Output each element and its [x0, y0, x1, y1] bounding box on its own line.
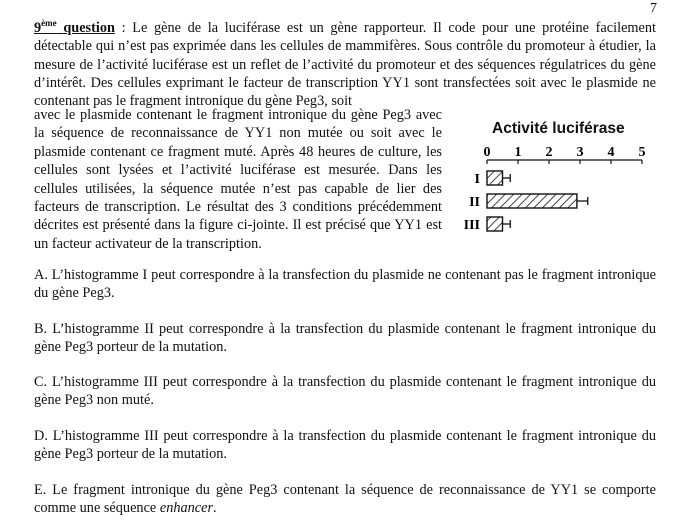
x-tick-label: 2	[545, 145, 553, 160]
answer-e: E. Le fragment intronique du gène Peg3 contenant la séquence de reconnaissance de YY1 se comporte comme une séquence enhancer.	[34, 482, 656, 517]
question-number: 9ème question	[34, 18, 115, 36]
answer-b: B. L’histogramme II peut correspondre à la transfection du plasmide contenant le fragment intronique du gène Peg3 porteur de la mutation.	[34, 321, 656, 356]
bar-II	[487, 194, 577, 208]
answer-c: C. L’histogramme III peut correspondre à la transfection du plasmide contenant le fragment intronique du gène Peg3 non muté.	[34, 374, 656, 409]
x-tick-label: 4	[607, 145, 615, 160]
answer-a: A. L’histogramme I peut correspondre à la transfection du plasmide ne contenant pas le fragment intronique du gène Peg3.	[34, 267, 656, 302]
bar-I	[487, 171, 503, 185]
category-label: II	[469, 195, 480, 210]
category-label: I	[474, 172, 480, 187]
chart-title: Activité luciférase	[492, 120, 625, 137]
answer-d: D. L’histogramme III peut correspondre à la transfection du plasmide contenant le fragment intronique du gène Peg3 porteur de la mutation.	[34, 428, 656, 463]
question-intro	[34, 14, 656, 111]
category-label: III	[463, 218, 480, 233]
luciferase-chart	[462, 118, 677, 236]
question-intro-continued: avec le plasmide contenant le fragment intronique du gène Peg3 avec la séquence de reconnaissance de YY1 non mutée ou soit avec le plasmide contenant ce fragment muté. Après 48 heures de culture, les cellules sont lysées et l’activité luciférase est mesurée. Dans les cellules utilisées, la séquence mutée n’est pas capable de lier des facteurs de transcription. Le résultat des 3 conditions précédemment décrites est présenté dans la figure ci-jointe. Il est précisé que YY1 est un facteur activateur de la transcription.	[34, 107, 442, 252]
x-tick-label: 3	[576, 145, 584, 160]
page-number: 7	[650, 1, 657, 16]
enhancer-term: enhancer	[159, 500, 214, 517]
x-tick-label: 5	[638, 145, 646, 160]
x-tick-label: 1	[514, 145, 522, 160]
question-intro-text: : Le gène de la luciférase est un gène rapporteur. Il code pour une protéine facilement détectable qui n’est pas exprimée dans les cellules de mammifères. Sous contrôle du promoteur à étudier, la mesure de l’activité luciférase est un reflet de l’activité du promoteur et des séquences régulatrices du gène d’intérêt. Des cellules exprimant le facteur de transcription YY1 sont transfectées soit avec le plasmide ne contenant pas le fragment intronique du gène Peg3, soit	[34, 19, 656, 110]
x-tick-label: 0	[483, 145, 491, 160]
bar-III	[487, 217, 503, 231]
